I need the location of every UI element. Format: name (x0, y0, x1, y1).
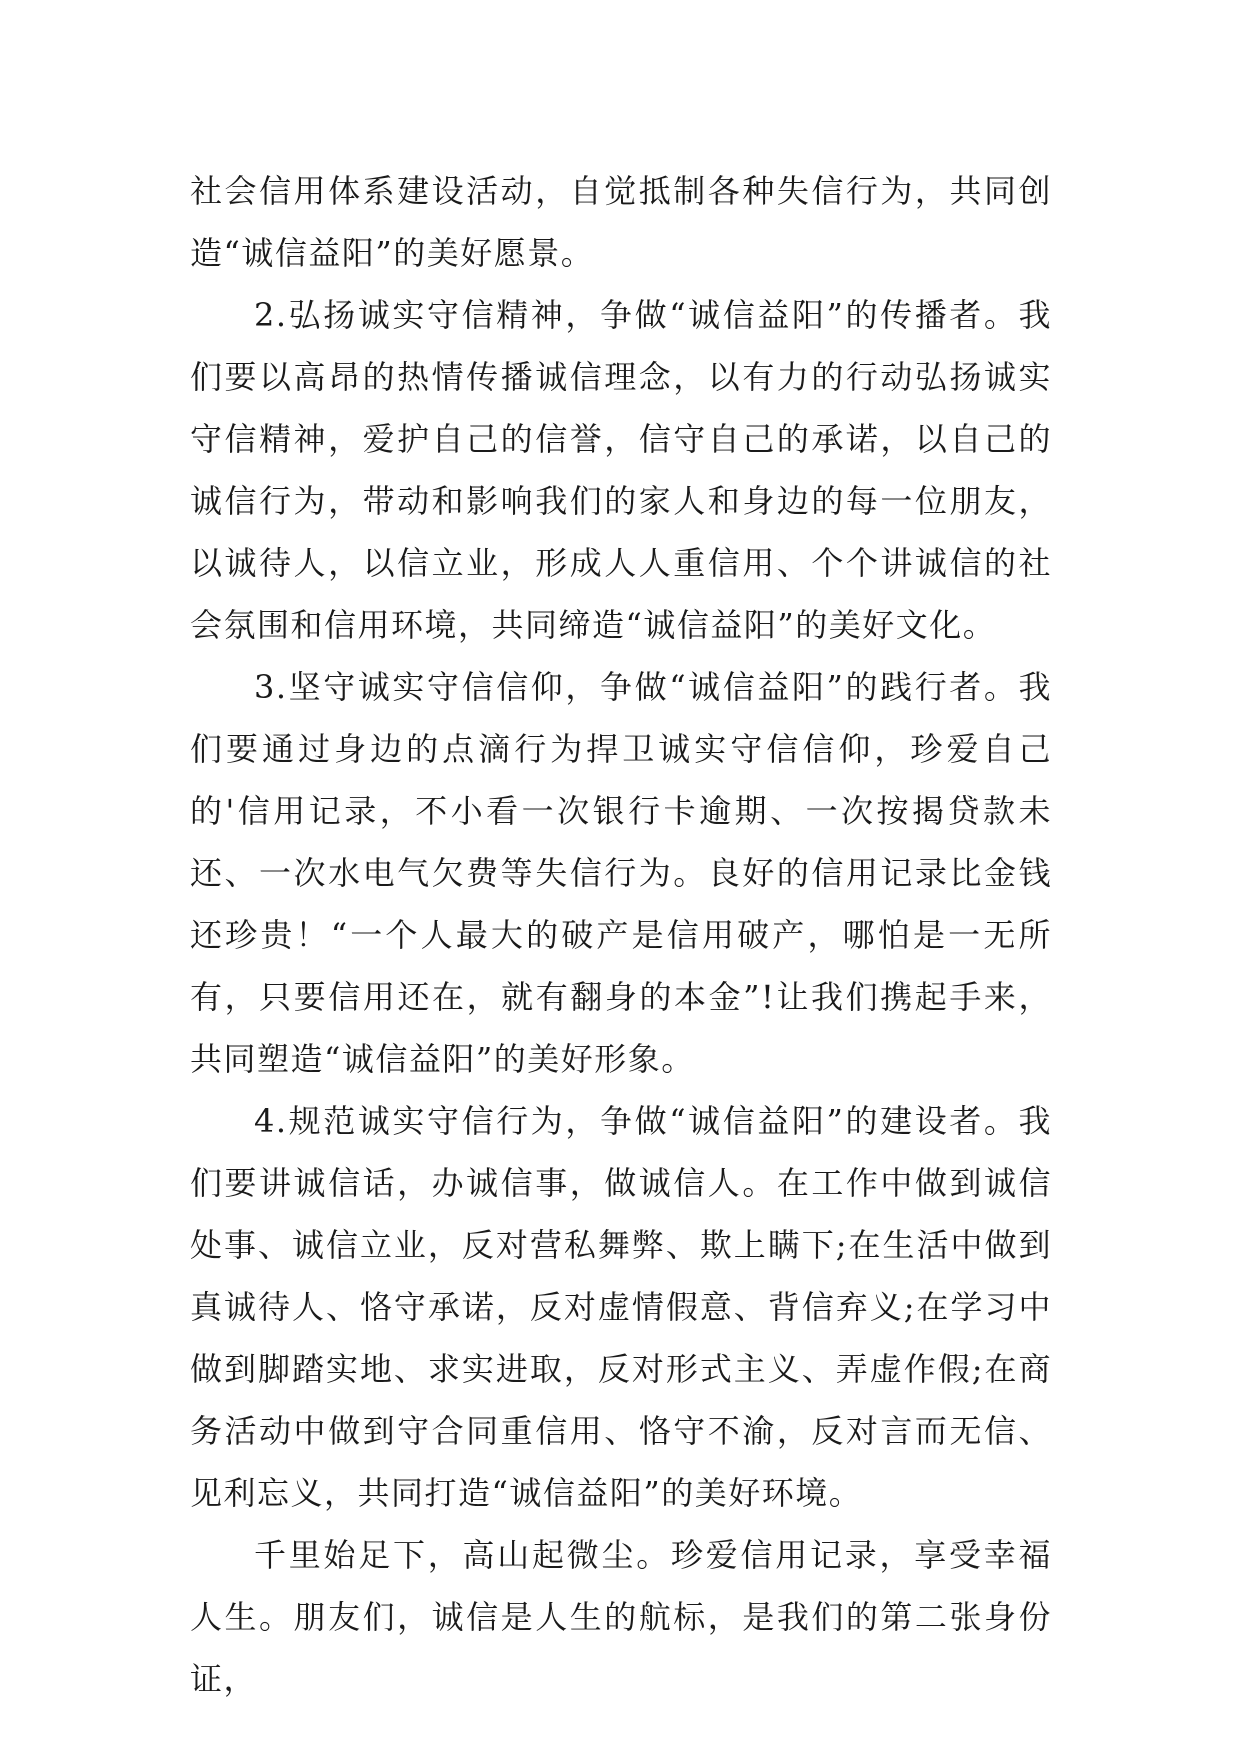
paragraph-item-2: 2.弘扬诚实守信精神，争做“诚信益阳”的传播者。我们要以高昂的热情传播诚信理念，以有力的行动弘扬诚实守信精神，爱护自己的信誉，信守自己的承诺，以自己的诚信行为，带动和影响我们的家人和身边的每一位朋友，以诚待人，以信立业，形成人人重信用、个个讲诚信的社会氛围和信用环境，共同缔造“诚信益阳”的美好文化。 (190, 296, 1052, 644)
paragraph-continuation: 社会信用体系建设活动，自觉抵制各种失信行为，共同创造“诚信益阳”的美好愿景。 (190, 172, 1052, 272)
paragraph-item-4: 4.规范诚实守信行为，争做“诚信益阳”的建设者。我们要讲诚信话，办诚信事，做诚信人。在工作中做到诚信处事、诚信立业，反对营私舞弊、欺上瞒下;在生活中做到真诚待人、恪守承诺，反对虚情假意、背信弃义;在学习中做到脚踏实地、求实进取，反对形式主义、弄虚作假;在商务活动中做到守合同重信用、恪守不渝，反对言而无信、见利忘义，共同打造“诚信益阳”的美好环境。 (190, 1102, 1052, 1512)
document-body (190, 160, 1052, 1710)
paragraph-closing: 千里始足下，高山起微尘。珍爱信用记录，享受幸福人生。朋友们，诚信是人生的航标，是我们的第二张身份证， (190, 1536, 1052, 1698)
paragraph-item-3: 3.坚守诚实守信信仰，争做“诚信益阳”的践行者。我们要通过身边的点滴行为捍卫诚实守信信仰，珍爱自己的'信用记录，不小看一次银行卡逾期、一次按揭贷款未还、一次水电气欠费等失信行为。良好的信用记录比金钱还珍贵！“一个人最大的破产是信用破产，哪怕是一无所有，只要信用还在，就有翻身的本金”!让我们携起手来，共同塑造“诚信益阳”的美好形象。 (190, 668, 1052, 1078)
